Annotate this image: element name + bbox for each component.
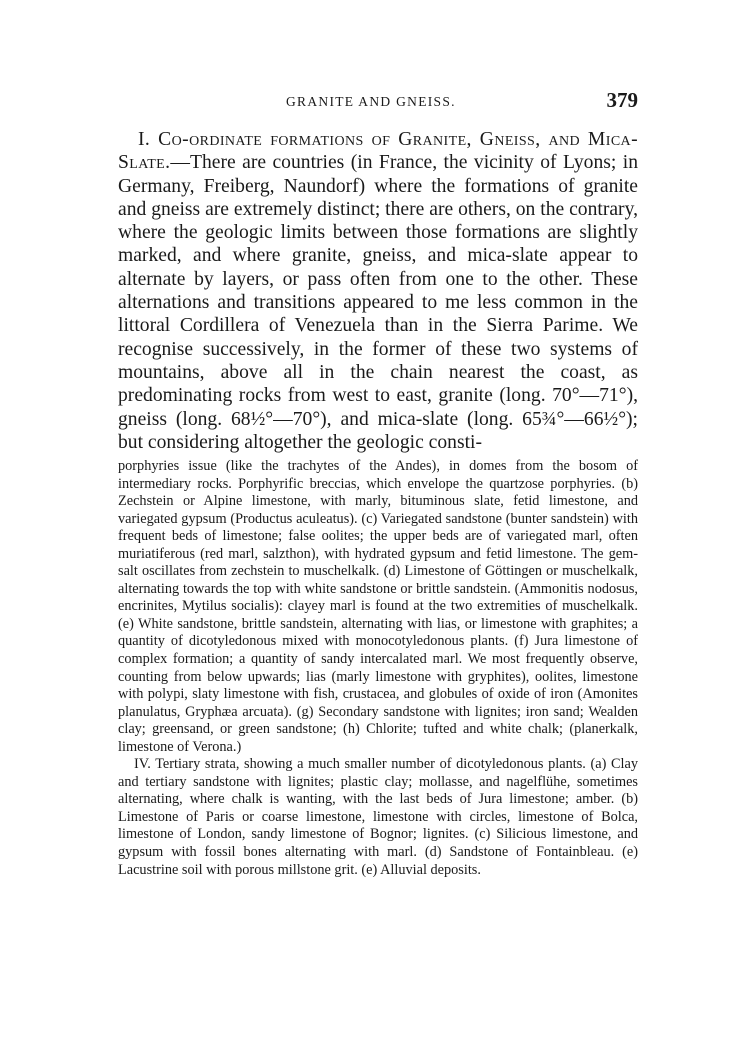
footnote — [118, 458, 638, 879]
main-paragraph — [118, 128, 638, 454]
footnote-paragraph-2: IV. Tertiary strata, showing a much smaller number of dicotyledonous plants. (a) Clay and tertiary sandstone with lignites; plastic clay; mollasse, and nagelflühe, sometimes alternating, where chalk is wanting, with the last beds of Jura limestone; amber. (b) Limestone of Paris or coarse limestone, limestone with circles, limestone of Bolca, limestone of London, sandy limestone of Bognor; lignites. (c) Silicious limestone, and gypsum with fossil bones alternating with marl. (d) Sandstone of Fontainbleau. (e) Lacustrine soil with porous millstone grit. (e) Alluvial deposits. — [118, 756, 638, 878]
running-head — [118, 88, 638, 118]
running-title: GRANITE AND GNEISS. — [286, 94, 456, 109]
main-text — [118, 128, 638, 454]
section-heading: I. Co-ordinate formations of Granite, Gneiss, and Mica-Slate. — [118, 129, 638, 174]
footnote-paragraph-1: porphyries issue (like the trachytes of the Andes), in domes from the bosom of intermediary rocks. Porphyrific breccias, which envelope the quartzose porphyries. (b) Zechstein or Alpine limestone, with marly, bituminous slate, fetid limestone, and variegated gypsum (Productus aculeatus). (c) Variegated sandstone (bunter sandstein) with frequent beds of limestone; false oolites; the upper beds are of variegated marl, often muriatiferous (red marl, salzthon), with hydrated gypsum and fetid limestone. The gem-salt oscillates from zechstein to muschelkalk. (d) Limestone of Göttingen or muschelkalk, alternating towards the top with white sandstone or brittle sandstein. (Ammonitis nodosus, encrinites, Mytilus socialis): clayey marl is found at the two extremities of muschelkalk. (e) White sandstone, brittle sandstein, alternating with lias, or limestone with graphites; a quantity of dicotyledonous mixed with monocotyledonous plants. (f) Jura limestone of complex formation; a quantity of sandy intercalated marl. We most frequently observe, counting from below upwards; lias (marly limestone with gryphites), oolites, limestone with polypi, slaty limestone with fish, crustacea, and globules of oxide of iron (Amonites planulatus, Gryphæa arcuata). (g) Secondary sandstone with lignites; iron sand; Wealden clay; greensand, or green sandstone; (h) Chlorite; tufted and white chalk; (planerkalk, limestone of Verona.) — [118, 458, 638, 755]
page-number: 379 — [606, 88, 638, 112]
main-paragraph-text: —There are countries (in France, the vicinity of Lyons; in Germany, Freiberg, Naundorf) where the formations of granite and gneiss are extremely distinct; there are others, on the contrary, where the geologic limits between those formations are slightly marked, and where granite, gneiss, and mica-slate appear to alternate by layers, or pass often from one to the other. These alternations and transitions appeared to me less common in the littoral Cordillera of Venezuela than in the Sierra Parime. We recognise successively, in the former of these two systems of mountains, above all in the chain nearest the coast, as predominating rocks from west to east, granite (long. 70°—71°), gneiss (long. 68½°—70°), and mica-slate (long. 65¾°—66½°); but considering altogether the geologic consti- — [118, 152, 638, 453]
